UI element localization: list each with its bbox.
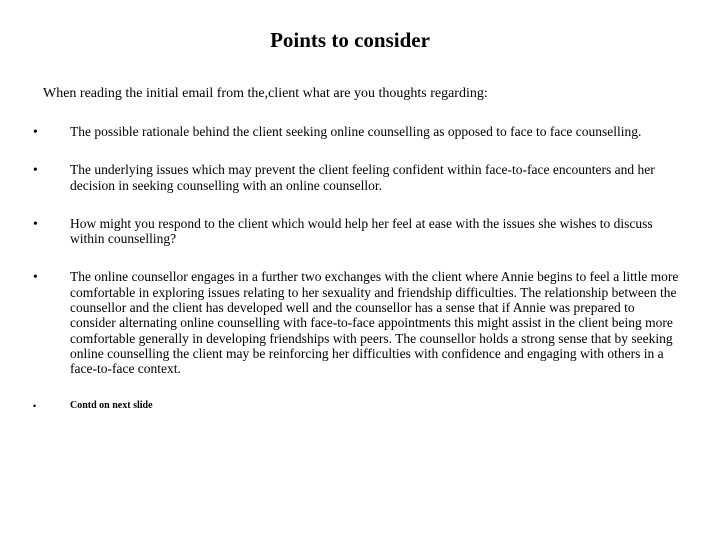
intro-text: When reading the initial email from the,client what are you thoughts regarding:: [43, 86, 488, 101]
slide-title: Points to consider: [270, 28, 430, 52]
bullet-icon: •: [33, 162, 38, 178]
bullet-item-exchanges: [33, 269, 683, 376]
bullet-text: The online counsellor engages in a further two exchanges with the client where Annie begins to feel a little more comfortable in exploring issues relating to her sexuality and friendship difficulties. The relationship between the counsellor and the client has developed well and the counsellor has a sense that if Annie was prepared to consider alternating online counselling with face-to-face appointments this might assist in the client being more comfortable generally in developing friendships with peers. The counsellor holds a strong sense that by seeking online counselling the client may be reinforcing her difficulties with confidence and engaging with others in a face-to-face context.: [70, 269, 679, 377]
bullet-item-rationale: [33, 124, 683, 139]
bullet-list: [33, 124, 683, 435]
bullet-icon: •: [33, 400, 37, 411]
bullet-text: How might you respond to the client which would help her feel at ease with the issues she wishes to discuss within counselling?: [70, 215, 653, 247]
bullet-icon: •: [33, 215, 38, 231]
bullet-text: The possible rationale behind the client seeking online counselling as opposed to face to face counselling.: [70, 124, 642, 139]
continued-note: Contd on next slide: [70, 399, 153, 411]
bullet-icon: •: [33, 269, 38, 285]
bullet-text: The underlying issues which may prevent the client feeling confident within face-to-face encounters and her decision in seeking counselling with an online counsellor.: [70, 162, 655, 193]
bullet-icon: •: [33, 124, 38, 139]
bullet-item-continued: [33, 400, 683, 412]
bullet-item-respond: [33, 216, 683, 247]
bullet-item-underlying-issues: [33, 162, 683, 193]
